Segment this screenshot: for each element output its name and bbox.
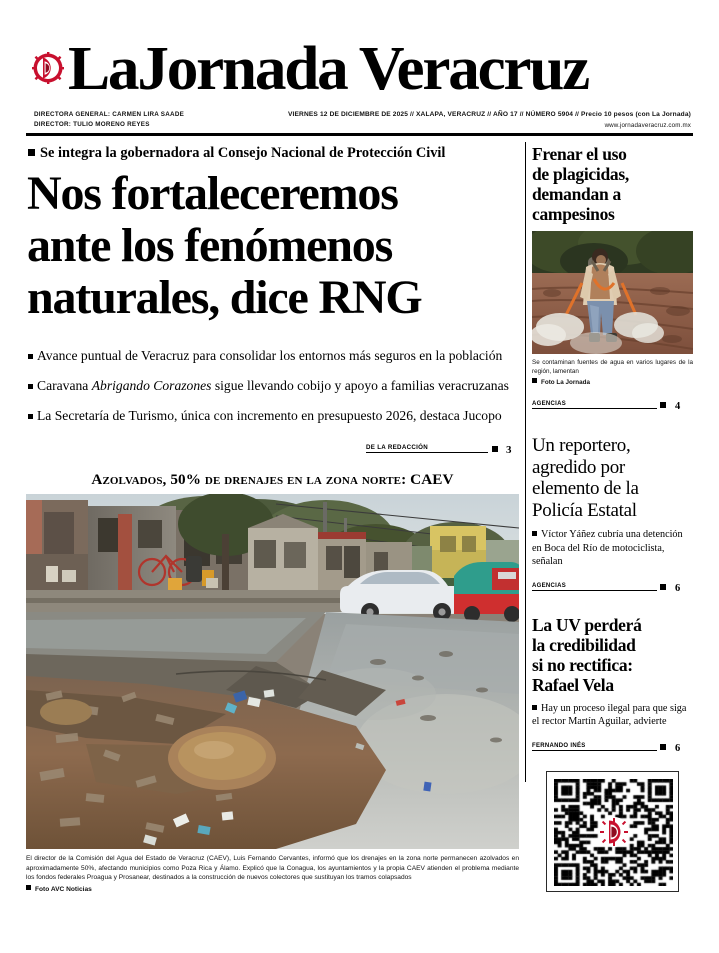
lead-kicker: [28, 145, 519, 162]
issue-date-line: VIERNES 12 DE DICIEMBRE DE 2025 // XALAPA, VERACRUZ // AÑO 17 // NÚMERO 5904 // Precio 10 pesos (con La Jornada): [287, 111, 691, 118]
pesticidas-image: [532, 231, 693, 354]
lead-headline-line-1: Nos fortaleceremos: [27, 167, 398, 220]
uv-headline-line-4: Rafael Vela: [532, 674, 614, 695]
uv-byline-row: [532, 738, 693, 754]
pesticidas-credit-text: Foto La Jornada: [541, 379, 590, 386]
byline-rule: [532, 408, 657, 409]
uv-headline-line-1: La UV perderá: [532, 614, 642, 635]
reportero-bullet: [532, 528, 693, 569]
lead-bullet-2-italic: Abrigando Corazones: [91, 378, 212, 393]
reportero-headline-line-1: Un reportero,: [532, 435, 631, 456]
page-marker-square-icon: [660, 744, 666, 750]
pesticidas-headline[interactable]: [532, 144, 693, 224]
lead-byline-row: [366, 439, 516, 456]
photo-story-caption: [26, 854, 519, 894]
lead-bullet-2: [28, 376, 519, 395]
page-marker-square-icon: [660, 402, 666, 408]
photo-story-credit: [26, 885, 519, 895]
uv-bullet-text: Hay un proceso ilegal para que siga el rector Martín Aguilar, advierte: [532, 702, 687, 727]
lead-headline-line-3: naturales, dice RNG: [27, 271, 422, 324]
uv-headline[interactable]: [532, 615, 693, 695]
lead-bullet-list: [28, 346, 519, 425]
bullet-square-icon: [532, 531, 537, 536]
column-divider: [525, 142, 526, 782]
reportero-byline: AGENCIAS: [532, 582, 567, 589]
sidebar-spacer: [532, 595, 693, 613]
photo-story-headline[interactable]: Azolvados, 50% de drenajes en la zona norte: CAEV: [91, 471, 454, 488]
reportero-byline-row: [532, 578, 693, 594]
lead-bullet-2-pre: Caravana: [37, 378, 92, 393]
uv-bullet: [532, 702, 693, 729]
bullet-square-icon: [28, 354, 33, 359]
pesticidas-page-number[interactable]: 4: [675, 401, 681, 412]
main-column: [26, 142, 519, 894]
bullet-square-icon: [28, 414, 33, 419]
pesticidas-byline-row: [532, 396, 693, 412]
sidebar-column: [532, 142, 693, 892]
uv-headline-line-3: si no rectifica:: [532, 654, 633, 675]
masthead-divider: [26, 133, 693, 136]
pesticidas-headline-line-4: campesinos: [532, 204, 615, 224]
lead-byline: DE LA REDACCIÓN: [366, 444, 429, 451]
masthead-credits: [34, 110, 184, 130]
lead-headline[interactable]: [27, 168, 519, 324]
sidebar-spacer: [532, 413, 693, 433]
page-sheet: [26, 30, 693, 935]
photo-story-caption-text: El director de la Comisión del Agua del Estado de Veracruz (CAEV), Luis Fernando Cervantes, informó que los drenajes en la zona norte permanecen azolvados en aproximadamente 50%, afectando municipios como Poza Rica y Álamo. Explicó que la Conagua, los ayuntamientos y la propia CAEV atienden el problema mediante los fondos federales Proagua y Prosanear, destinados a la construcción de nuevos colectores que sustituyan los tramos colapsados: [26, 855, 519, 882]
lead-bullet-1-text: Avance puntual de Veracruz para consolidar los entornos más seguros en la población: [37, 348, 503, 363]
qr-code-box[interactable]: [546, 771, 679, 892]
bullet-square-icon: [532, 705, 537, 710]
website-url[interactable]: www.jornadaveracruz.com.mx: [604, 122, 691, 129]
pesticidas-headline-line-1: Frenar el uso: [532, 144, 627, 164]
pesticidas-headline-line-3: demandan a: [532, 184, 621, 204]
lead-bullet-3: [28, 406, 519, 425]
sidebar-story-reportero: [532, 435, 693, 594]
la-jornada-veracruz-logo-icon: [599, 817, 629, 847]
page-marker-square-icon: [660, 584, 666, 590]
director-line: DIRECTOR: TULIO MORENO REYES: [34, 121, 150, 128]
lead-bullet-3-text: La Secretaría de Turismo, única con incremento en presupuesto 2026, destaca Jucopo: [37, 408, 502, 423]
byline-rule: [532, 750, 657, 751]
pesticidas-byline: AGENCIAS: [532, 401, 567, 407]
la-jornada-sun-logo-icon: [32, 52, 64, 84]
uv-byline: FERNANDO INÉS: [532, 742, 586, 749]
pesticidas-credit: [532, 378, 693, 387]
masthead: [26, 30, 693, 102]
bullet-square-icon: [26, 885, 31, 890]
uv-headline-line-2: la credibilidad: [532, 634, 636, 655]
nameplate: LaJornada Veracruz: [68, 35, 588, 103]
photo-story-credit-text: Foto AVC Noticias: [35, 885, 92, 893]
reportero-headline[interactable]: [532, 435, 693, 521]
byline-rule: [366, 452, 488, 453]
sidebar-story-uv: [532, 614, 693, 754]
lead-bullet-1: [28, 346, 519, 365]
bullet-square-icon: [28, 384, 33, 389]
director-general-line: DIRECTORA GENERAL: CARMEN LIRA SAADE: [34, 111, 185, 118]
reportero-headline-line-2: agredido por: [532, 456, 625, 478]
photo-story-image: [26, 494, 519, 849]
bullet-square-icon: [532, 378, 537, 383]
reportero-page-number[interactable]: 6: [675, 582, 681, 594]
lead-kicker-text: Se integra la gobernadora al Consejo Nacional de Protección Civil: [40, 145, 446, 161]
content-columns: [26, 142, 693, 935]
reportero-headline-line-3: elemento de la: [532, 478, 639, 499]
page-marker-square-icon: [492, 446, 498, 452]
reportero-headline-line-4: Policía Estatal: [532, 499, 637, 521]
lead-bullet-2-post: sigue llevando cobijo y apoyo a familias veracruzanas: [211, 378, 509, 393]
pesticidas-caption-text: Se contaminan fuentes de agua en varios lugares de la región, lamentan: [532, 359, 693, 375]
reportero-bullet-text: Víctor Yáñez cubría una detención en Boca del Río de motociclista, señalan: [532, 529, 683, 567]
pesticidas-headline-line-2: de plagicidas,: [532, 164, 629, 184]
qr-code-icon[interactable]: [554, 779, 673, 886]
lead-page-number[interactable]: 3: [506, 444, 512, 456]
bullet-square-icon: [28, 149, 35, 156]
byline-rule: [532, 590, 657, 591]
pesticidas-caption: [532, 358, 693, 387]
lead-headline-line-2: ante los fenómenos: [27, 219, 393, 272]
sidebar-story-pesticidas: [532, 144, 693, 412]
issue-info: [288, 109, 691, 131]
uv-page-number[interactable]: 6: [675, 742, 681, 754]
